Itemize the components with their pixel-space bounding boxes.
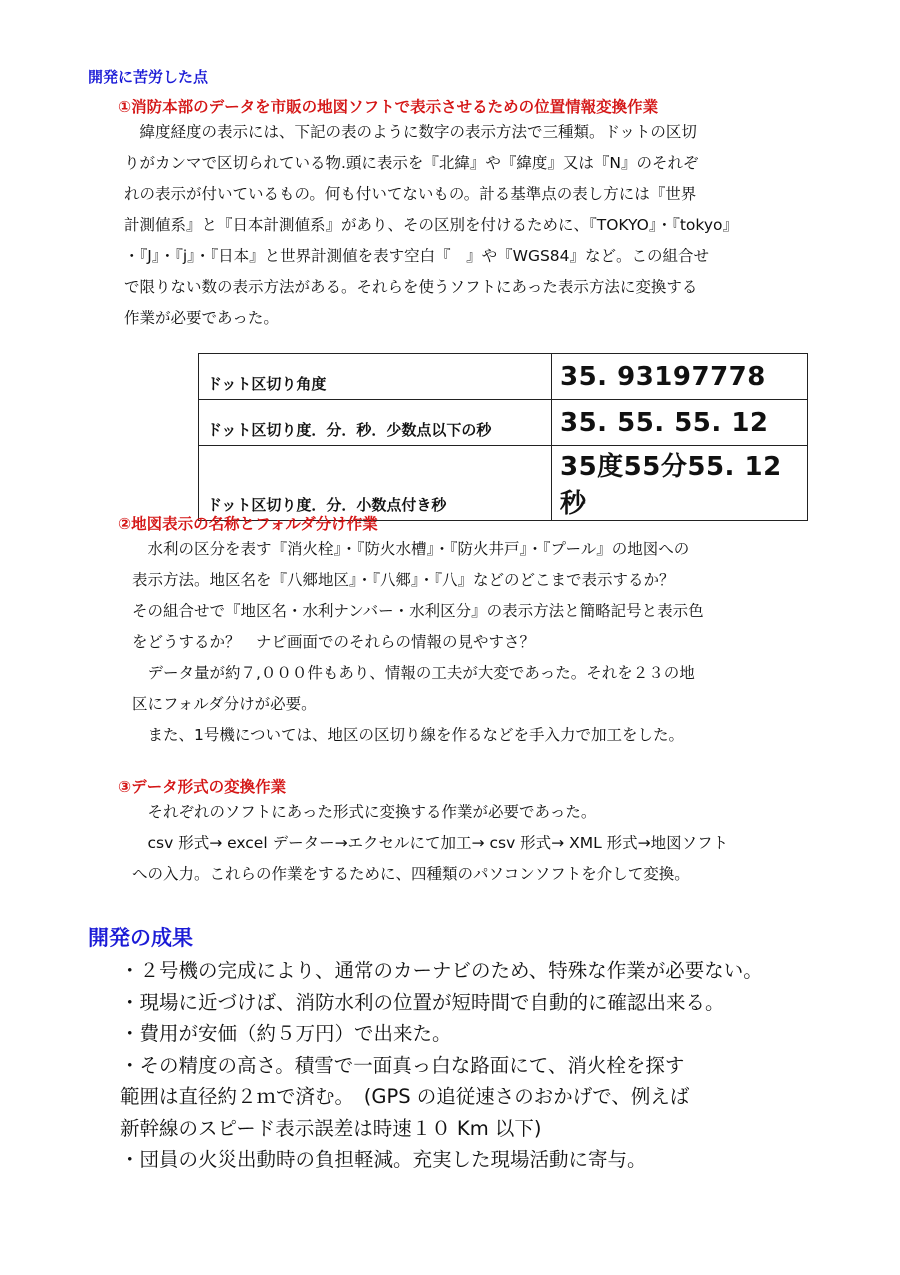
result-line: ・団員の火災出動時の負担軽減。充実した現場活動に寄与。 — [120, 1148, 647, 1171]
table-row — [199, 400, 808, 446]
item1-line: 計測値系』と『日本計測値系』があり、その区別を付けるために、『TOKYO』・『tokyo』 — [124, 216, 738, 234]
result-line: ・現場に近づけば、消防水利の位置が短時間で自動的に確認出来る。 — [120, 990, 725, 1014]
item2-line: また、1号機については、地区の区切り線を作るなどを手入力で加工をした。 — [132, 726, 685, 744]
item1-line: 緯度経度の表示には、下記の表のように数字の表示方法で三種類。ドットの区切 — [124, 123, 697, 141]
item1-line: りがカンマで区切られている物.頭に表示を『北緯』や『緯度』又は『N』のそれぞ — [124, 154, 699, 172]
item3-line: それぞれのソフトにあった形式に変換する作業が必要であった。 — [132, 803, 597, 821]
item2-line: データ量が約７,０００件もあり、情報の工夫が大変であった。それを２３の地 — [132, 664, 695, 682]
result-line: ・費用が安価（約５万円）で出来た。 — [120, 1022, 452, 1045]
item1-line: れの表示が付いているもの。何も付いてないもの。計る基準点の表し方には『世界 — [124, 185, 697, 203]
item2-line: 水利の区分を表す『消火栓』・『防火水槽』・『防火井戸』・『プール』の地図への — [132, 540, 690, 558]
item3-line: csv 形式→ excel データー→エクセルにて加工→ csv 形式→ XML 形式→地図ソフト — [132, 834, 729, 852]
table-cell-value: 35. 93197778 — [552, 354, 808, 400]
table-cell-label: ドット区切り度．分．秒．少数点以下の秒 — [199, 400, 552, 446]
result-line: 新幹線のスピード表示誤差は時速１０ Km 以下) — [120, 1116, 542, 1140]
item1-line: ・『J』・『j』・『日本』と世界計測値を表す空白『 』や『WGS84』など。この組合せ — [124, 247, 710, 265]
results-list — [120, 955, 763, 1176]
item3-body — [132, 797, 728, 890]
table-row — [199, 446, 808, 521]
item2-line: をどうするか？ ナビ画面でのそれらの情報の見やすさ？ — [132, 633, 536, 651]
table-cell-value: 35. 55. 55. 12 — [552, 400, 808, 446]
table-cell-label: ドット区切り角度 — [199, 354, 552, 400]
item1-title: ①消防本部のデータを市販の地図ソフトで表示させるための位置情報変換作業 — [118, 98, 659, 116]
item2-title: ②地図表示の名称とフォルダ分け作業 — [118, 515, 378, 533]
section-title: 開発に苦労した点 — [88, 68, 209, 86]
results-title: 開発の成果 — [88, 925, 193, 950]
item2-line: 表示方法。地区名を『八郷地区』・『八郷』・『八』などのどこまで表示するか？ — [132, 571, 675, 589]
coordinate-format-table — [198, 353, 808, 521]
item2-body — [132, 534, 704, 751]
table-row — [199, 354, 808, 400]
item2-line: その組合せで『地区名・水利ナンバー・水利区分』の表示方法と簡略記号と表示色 — [132, 602, 704, 620]
item1-line: で限りない数の表示方法がある。それらを使うソフトにあった表示方法に変換する — [124, 278, 698, 296]
item2-line: 区にフォルダ分けが必要。 — [132, 695, 317, 713]
item3-line: への入力。これらの作業をするために、四種類のパソコンソフトを介して変換。 — [132, 865, 690, 883]
item1-line: 作業が必要であった。 — [124, 309, 279, 327]
item1-body — [124, 117, 738, 334]
result-line: 範囲は直径約２ｍで済む。 (GPS の追従速さのおかげで、例えば — [120, 1085, 690, 1108]
table-cell-label: ドット区切り度．分．小数点付き秒 — [199, 446, 552, 521]
table-cell-value: 35度55分55. 12秒 — [552, 446, 808, 521]
result-line: ・２号機の完成により、通常のカーナビのため、特殊な作業が必要ない。 — [120, 959, 763, 982]
result-line: ・その精度の高さ。積雪で一面真っ白な路面にて、消火栓を探す — [120, 1053, 685, 1077]
item3-title: ③データ形式の変換作業 — [118, 778, 287, 796]
